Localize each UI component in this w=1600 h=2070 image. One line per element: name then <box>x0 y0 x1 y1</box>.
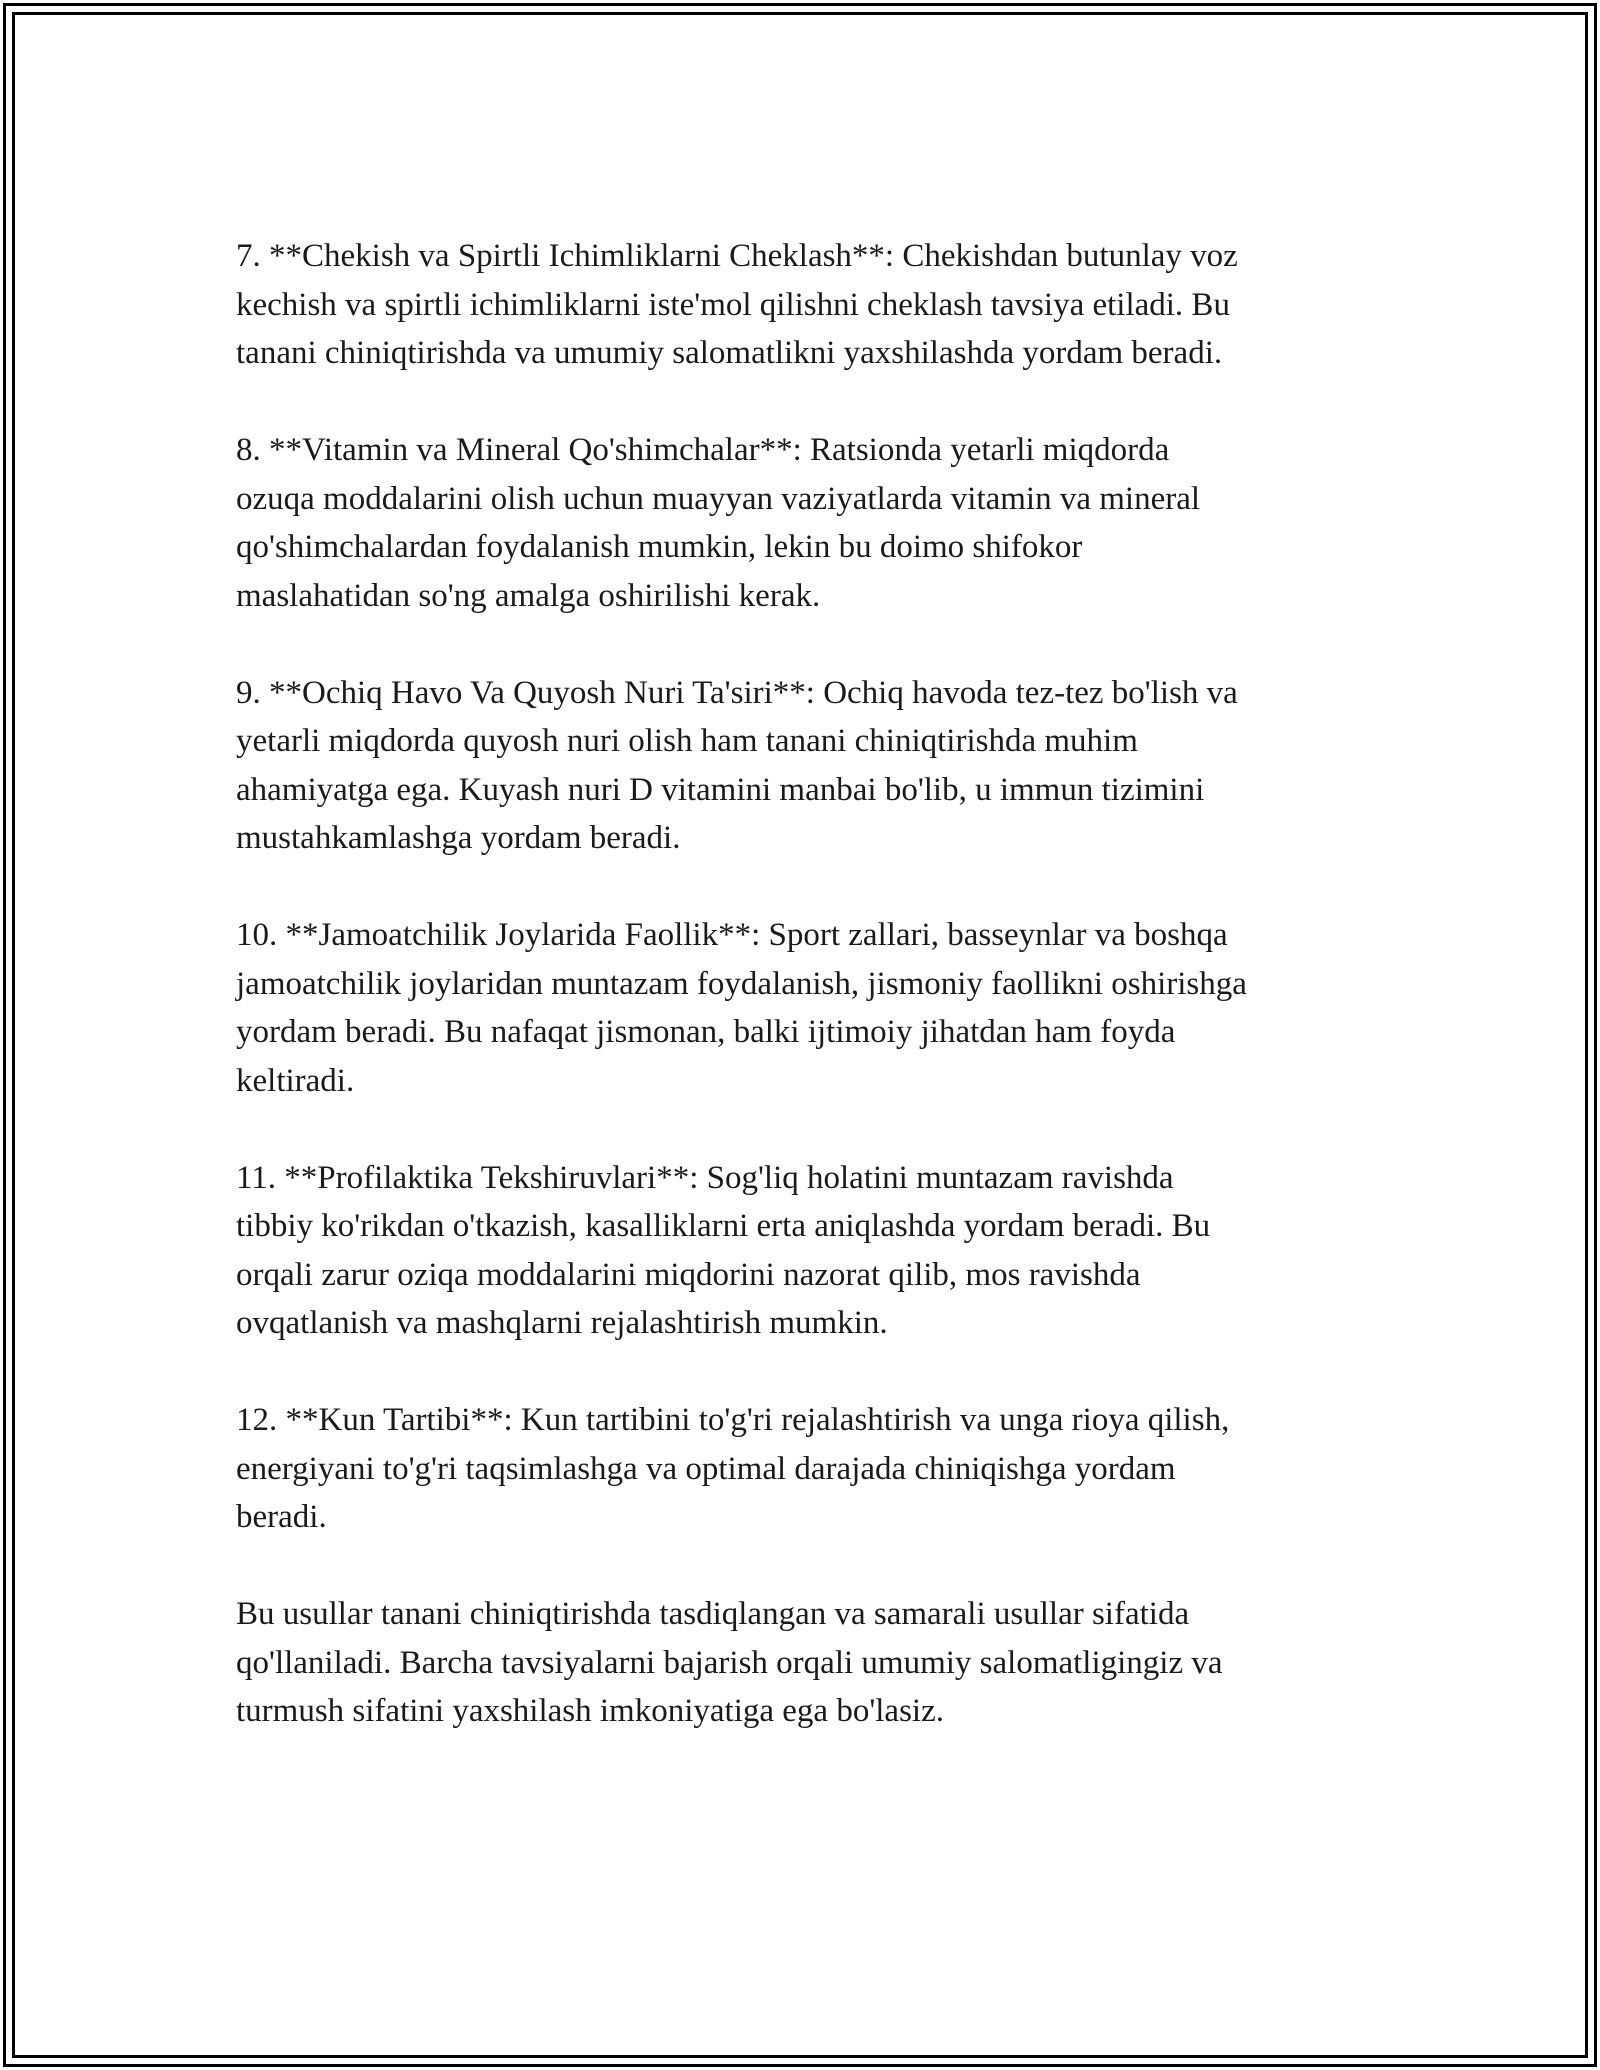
document-body <box>236 232 1396 1736</box>
paragraph-item-12: 12. **Kun Tartibi**: Kun tartibini to'g'ri rejalashtirish va unga rioya qilish, energiyani to'g'ri taqsimlashga va optimal darajada chiniqishga yordam beradi. <box>236 1402 1230 1535</box>
conclusion-paragraph: Bu usullar tanani chiniqtirishda tasdiqlangan va samarali usullar sifatida qo'llaniladi. Barcha tavsiyalarni bajarish orqali umumiy salomatligingiz va turmush sifatini yaxshilash imkoniyatiga ega bo'lasiz. <box>236 1596 1223 1729</box>
paragraph-item-11: 11. **Profilaktika Tekshiruvlari**: Sog'liq holatini muntazam ravishda tibbiy ko'rikdan o'tkazish, kasalliklarni erta aniqlashda yordam beradi. Bu orqali zarur oziqa moddalarini miqdorini nazorat qilib, mos ravishda ovqatlanish va mashqlarni rejalashtirish mumkin. <box>236 1159 1211 1341</box>
paragraph-item-10: 10. **Jamoatchilik Joylarida Faollik**: Sport zallari, basseynlar va boshqa jamoatchilik joylaridan muntazam foydalanish, jismoniy faollikni oshirishga yordam beradi. Bu nafaqat jismonan, balki ijtimoiy jihatdan ham foyda keltiradi. <box>236 917 1247 1099</box>
paragraph-item-9: 9. **Ochiq Havo Va Quyosh Nuri Ta'siri**: Ochiq havoda tez-tez bo'lish va yetarli miqdorda quyosh nuri olish ham tanani chiniqtirishda muhim ahamiyatga ega. Kuyash nuri D vitamini manbai bo'lib, u immun tizimini mustahkamlashga yordam beradi. <box>236 674 1238 856</box>
paragraph-item-8: 8. **Vitamin va Mineral Qo'shimchalar**: Ratsionda yetarli miqdorda ozuqa moddalarini olish uchun muayyan vaziyatlarda vitamin va mineral qo'shimchalardan foydalanish mumkin, lekin bu doimo shifokor maslahatidan so'ng amalga oshirilishi kerak. <box>236 432 1201 614</box>
paragraph-item-7: 7. **Chekish va Spirtli Ichimliklarni Cheklash**: Chekishdan butunlay voz kechish va spirtli ichimliklarni iste'mol qilishni cheklash tavsiya etiladi. Bu tanani chiniqtirishda va umumiy salomatlikni yaxshilashda yordam beradi. <box>236 238 1238 371</box>
